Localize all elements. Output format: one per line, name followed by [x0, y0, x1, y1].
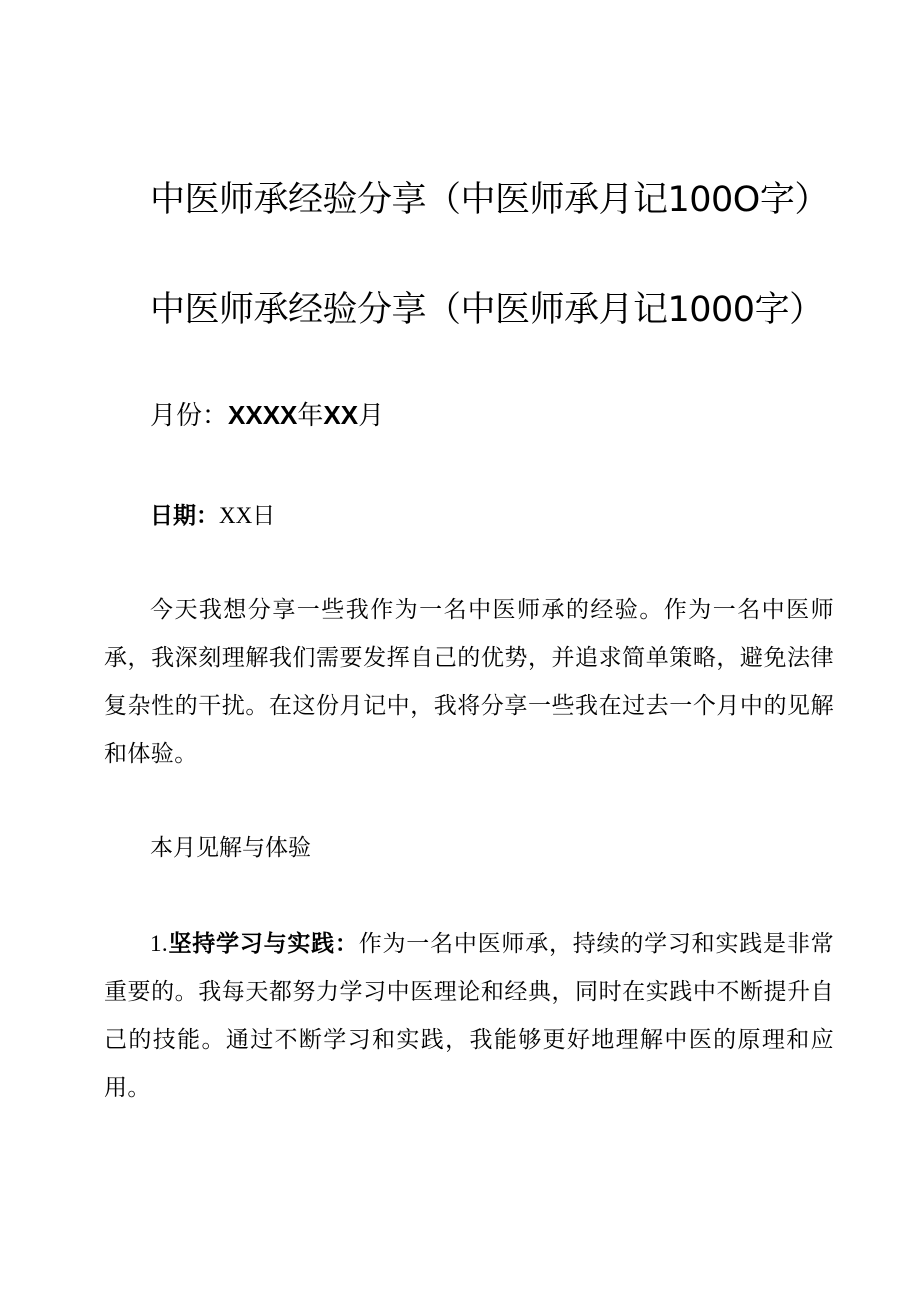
document-title-2: 中医师承经验分享（中医师承月记1000字）: [150, 290, 824, 330]
month-month-value: XX: [323, 400, 359, 430]
item-title: 坚持学习与实践：: [168, 931, 359, 957]
date-label: 日期：: [150, 503, 219, 529]
section-heading: 本月见解与体验: [150, 835, 311, 861]
document-title-1: 中医师承经验分享（中医师承月记100O字）: [150, 180, 829, 220]
date-line: [150, 500, 275, 532]
month-month-unit: 月: [358, 401, 385, 431]
date-value: XX日: [219, 503, 276, 528]
intro-paragraph: 今天我想分享一些我作为一名中医师承的经验。作为一名中医师承，我深刻理解我们需要发挥自己的优势，并追求简单策略，避免法律复杂性的干扰。在这份月记中，我将分享一些我在过去一个月中的见解和体验。: [104, 597, 834, 767]
item-body: 作为一名中医师承，持续的学习和实践是非常重要的。我每天都努力学习中医理论和经典，同时在实践中不断提升自己的技能。通过不断学习和实践，我能够更好地理解中医的原理和应用。: [104, 931, 835, 1101]
month-year-unit: 年: [297, 401, 324, 431]
month-line: [150, 397, 384, 434]
item-number: 1.: [150, 931, 169, 956]
list-item: [104, 920, 834, 1112]
month-label: 月份：: [150, 401, 229, 431]
month-year-value: XXXX: [228, 400, 298, 430]
